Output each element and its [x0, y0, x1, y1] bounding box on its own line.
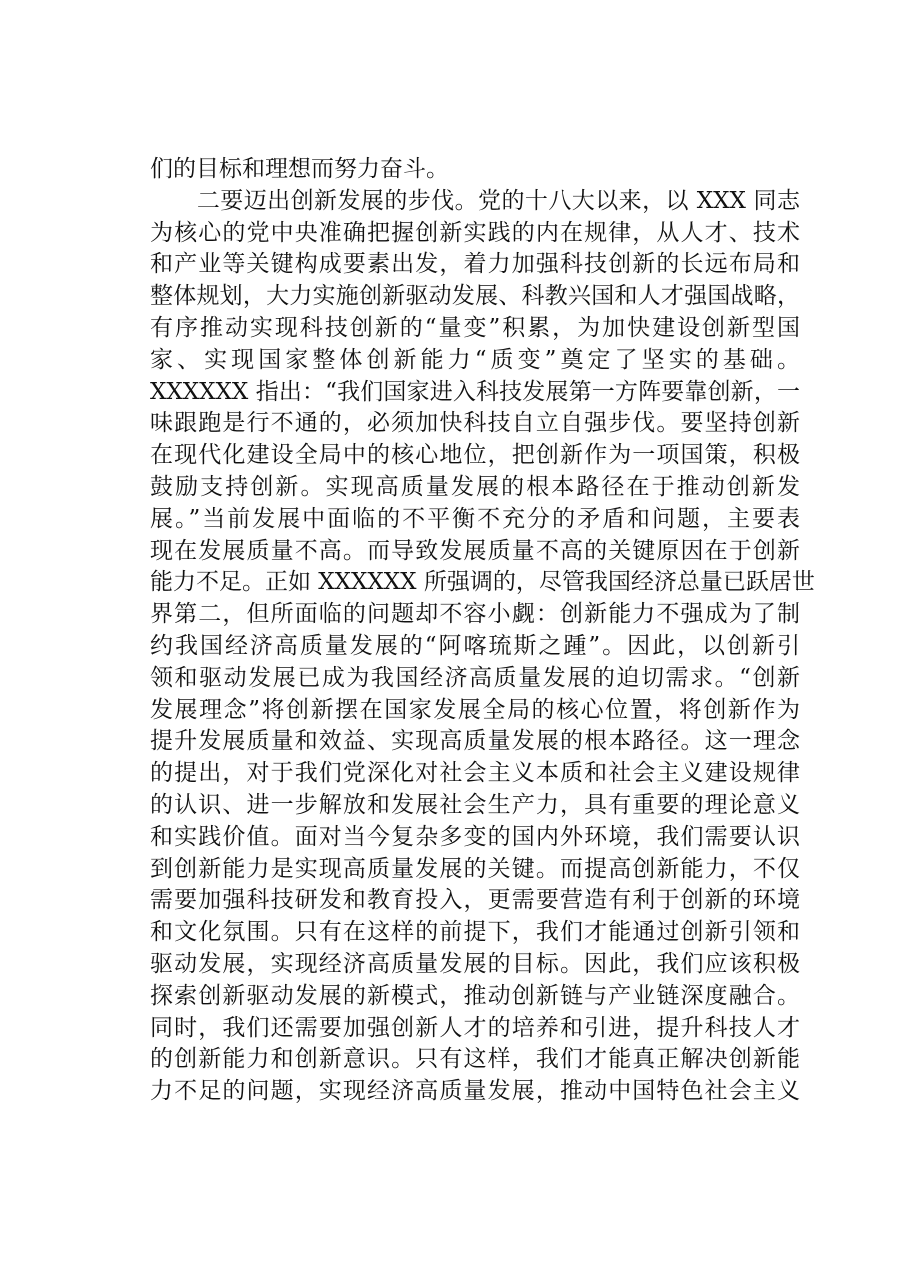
text-line: 提升发展质量和效益、实现高质量发展的根本路径。这一理念 — [150, 728, 800, 755]
text-line: 领和驱动发展已成为我国经济高质量发展的迫切需求。“创新 — [150, 664, 800, 691]
text-line: 在现代化建设全局中的核心地位，把创新作为一项国策，积极 — [150, 442, 800, 469]
text-line: 有序推动实现科技创新的“量变”积累，为加快建设创新型国 — [150, 314, 800, 341]
body-text — [150, 154, 815, 1108]
text-line: 到创新能力是实现高质量发展的关键。而提高创新能力，不仅 — [150, 855, 800, 882]
text-line: 需要加强科技研发和教育投入，更需要营造有利于创新的环境 — [150, 887, 800, 914]
text-line: 和实践价值。面对当今复杂多变的国内外环境，我们需要认识 — [150, 823, 800, 850]
text-line: 鼓励支持创新。实现高质量发展的根本路径在于推动创新发 — [150, 473, 800, 500]
text-line: XXXXXX 指出：“我们国家进入科技发展第一方阵要靠创新，一 — [150, 378, 800, 405]
text-line: 展。”当前发展中面临的不平衡不充分的矛盾和问题，主要表 — [150, 505, 800, 532]
text-line: 力不足的问题，实现经济高质量发展，推动中国特色社会主义 — [150, 1078, 800, 1105]
text-line: 家、实现国家整体创新能力“质变”奠定了坚实的基础。 — [150, 346, 800, 373]
text-line: 现在发展质量不高。而导致发展质量不高的关键原因在于创新 — [150, 537, 800, 564]
text-line: 和文化氛围。只有在这样的前提下，我们才能通过创新引领和 — [150, 919, 800, 946]
text-line: 界第二，但所面临的问题却不容小觑：创新能力不强成为了制 — [150, 601, 800, 628]
text-line: 味跟跑是行不通的，必须加快科技自立自强步伐。要坚持创新 — [150, 410, 800, 437]
text-line: 驱动发展，实现经济高质量发展的目标。因此，我们应该积极 — [150, 950, 800, 977]
text-line: 的创新能力和创新意识。只有这样，我们才能真正解决创新能 — [150, 1046, 800, 1073]
text-line: 发展理念”将创新摆在国家发展全局的核心位置，将创新作为 — [150, 696, 800, 723]
text-line: 二要迈出创新发展的步伐。党的十八大以来，以 XXX 同志 — [150, 187, 800, 214]
text-line: 的认识、进一步解放和发展社会生产力，具有重要的理论意义 — [150, 791, 800, 818]
text-line: 和产业等关键构成要素出发，着力加强科技创新的长远布局和 — [150, 251, 800, 278]
text-line: 约我国经济高质量发展的“阿喀琉斯之踵”。因此，以创新引 — [150, 632, 800, 659]
text-line: 为核心的党中央准确把握创新实践的内在规律，从人才、技术 — [150, 219, 800, 246]
text-line: 们的目标和理想而努力奋斗。 — [150, 156, 449, 182]
text-line: 能力不足。正如 XXXXXX 所强调的，尽管我国经济总量已跃居世 — [150, 569, 815, 596]
text-line: 同时，我们还需要加强创新人才的培养和引进，提升科技人才 — [150, 1014, 800, 1041]
text-line: 的提出，对于我们党深化对社会主义本质和社会主义建设规律 — [150, 760, 800, 787]
text-line: 整体规划，大力实施创新驱动发展、科教兴国和人才强国战略， — [150, 283, 800, 310]
text-line: 探索创新驱动发展的新模式，推动创新链与产业链深度融合。 — [150, 982, 800, 1009]
